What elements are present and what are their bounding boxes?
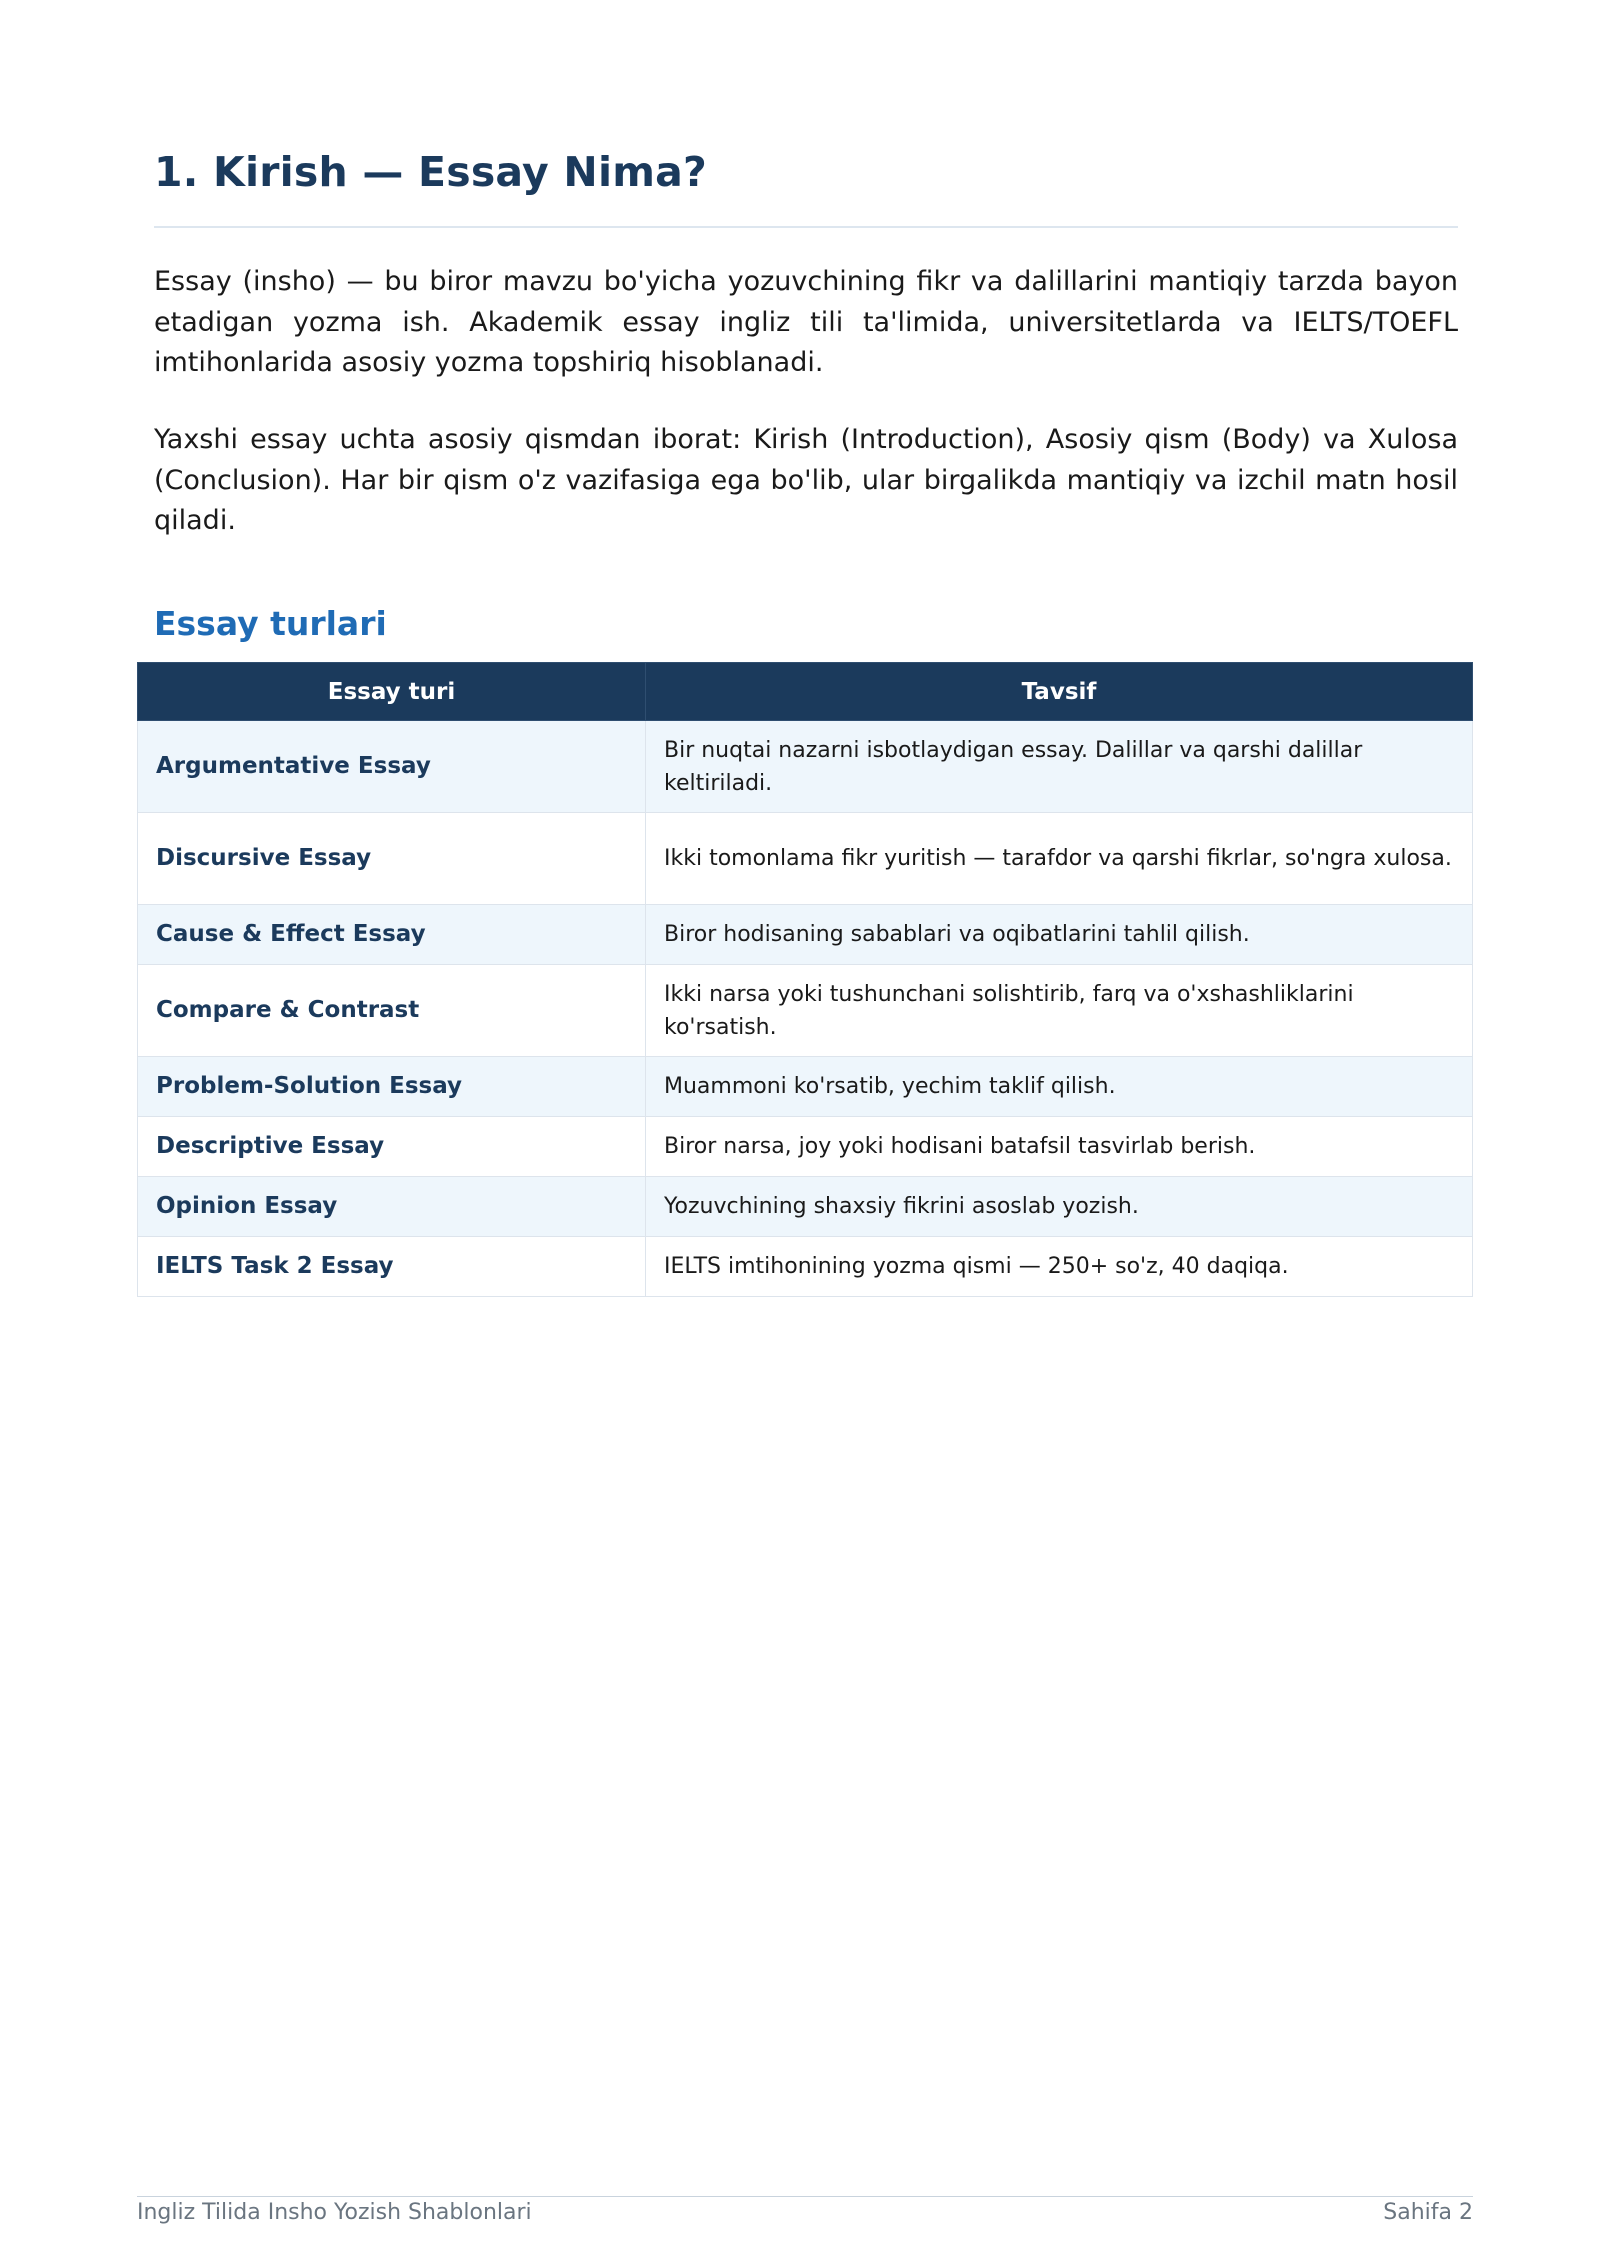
essay-description-cell: IELTS imtihonining yozma qismi — 250+ so'z, 40 daqiqa. [646,1237,1473,1297]
column-header-description: Tavsif [646,663,1473,721]
table-row [138,1117,1473,1177]
table-row [138,1057,1473,1117]
essay-type-cell: Discursive Essay [138,813,646,905]
intro-paragraph-2: Yaxshi essay uchta asosiy qismdan iborat: Kirish (Introduction), Asosiy qism (Body) va Xulosa (Conclusion). Har bir qism o'z vazifasiga ega bo'lib, ular birgalikda mantiqiy va izchil matn hosil qiladi. [154,424,1458,536]
essay-type-cell: Compare & Contrast [138,965,646,1057]
table-row [138,905,1473,965]
essay-type-cell: Cause & Effect Essay [138,905,646,965]
footer-page-number: Sahifa 2 [1383,2200,1473,2225]
essay-types-table [137,662,1473,1297]
essay-type-cell: Argumentative Essay [138,721,646,813]
essay-type-cell: IELTS Task 2 Essay [138,1237,646,1297]
table-row [138,721,1473,813]
essay-description-cell: Muammoni ko'rsatib, yechim taklif qilish. [646,1057,1473,1117]
table-row [138,1177,1473,1237]
footer-divider [137,2196,1473,2197]
essay-description-cell: Biror narsa, joy yoki hodisani batafsil tasvirlab berish. [646,1117,1473,1177]
essay-description-cell: Yozuvchining shaxsiy fikrini asoslab yozish. [646,1177,1473,1237]
page-title: 1. Kirish — Essay Nima? [154,148,707,196]
essay-type-cell: Descriptive Essay [138,1117,646,1177]
essay-description-cell: Ikki narsa yoki tushunchani solishtirib, farq va o'xshashliklarini ko'rsatish. [646,965,1473,1057]
title-divider [154,226,1458,228]
footer-document-title: Ingliz Tilida Insho Yozish Shablonlari [137,2200,532,2225]
column-header-type: Essay turi [138,663,646,721]
table-row [138,965,1473,1057]
table-header-row [138,663,1473,721]
essay-type-cell: Problem-Solution Essay [138,1057,646,1117]
table-row [138,813,1473,905]
essay-description-cell: Ikki tomonlama fikr yuritish — tarafdor va qarshi fikrlar, so'ngra xulosa. [646,813,1473,905]
table-row [138,1237,1473,1297]
intro-paragraph-1: Essay (insho) — bu biror mavzu bo'yicha yozuvchining fikr va dalillarini mantiqiy tarzda bayon etadigan yozma ish. Akademik essay ingliz tili ta'limida, universitetlarda va IELTS/TOEFL imtihonlarida asosiy yozma topshiriq hisoblanadi. [154,266,1458,378]
essay-type-cell: Opinion Essay [138,1177,646,1237]
essay-description-cell: Bir nuqtai nazarni isbotlaydigan essay. Dalillar va qarshi dalillar keltiriladi. [646,721,1473,813]
section-subheading: Essay turlari [154,604,387,643]
essay-description-cell: Biror hodisaning sabablari va oqibatlarini tahlil qilish. [646,905,1473,965]
